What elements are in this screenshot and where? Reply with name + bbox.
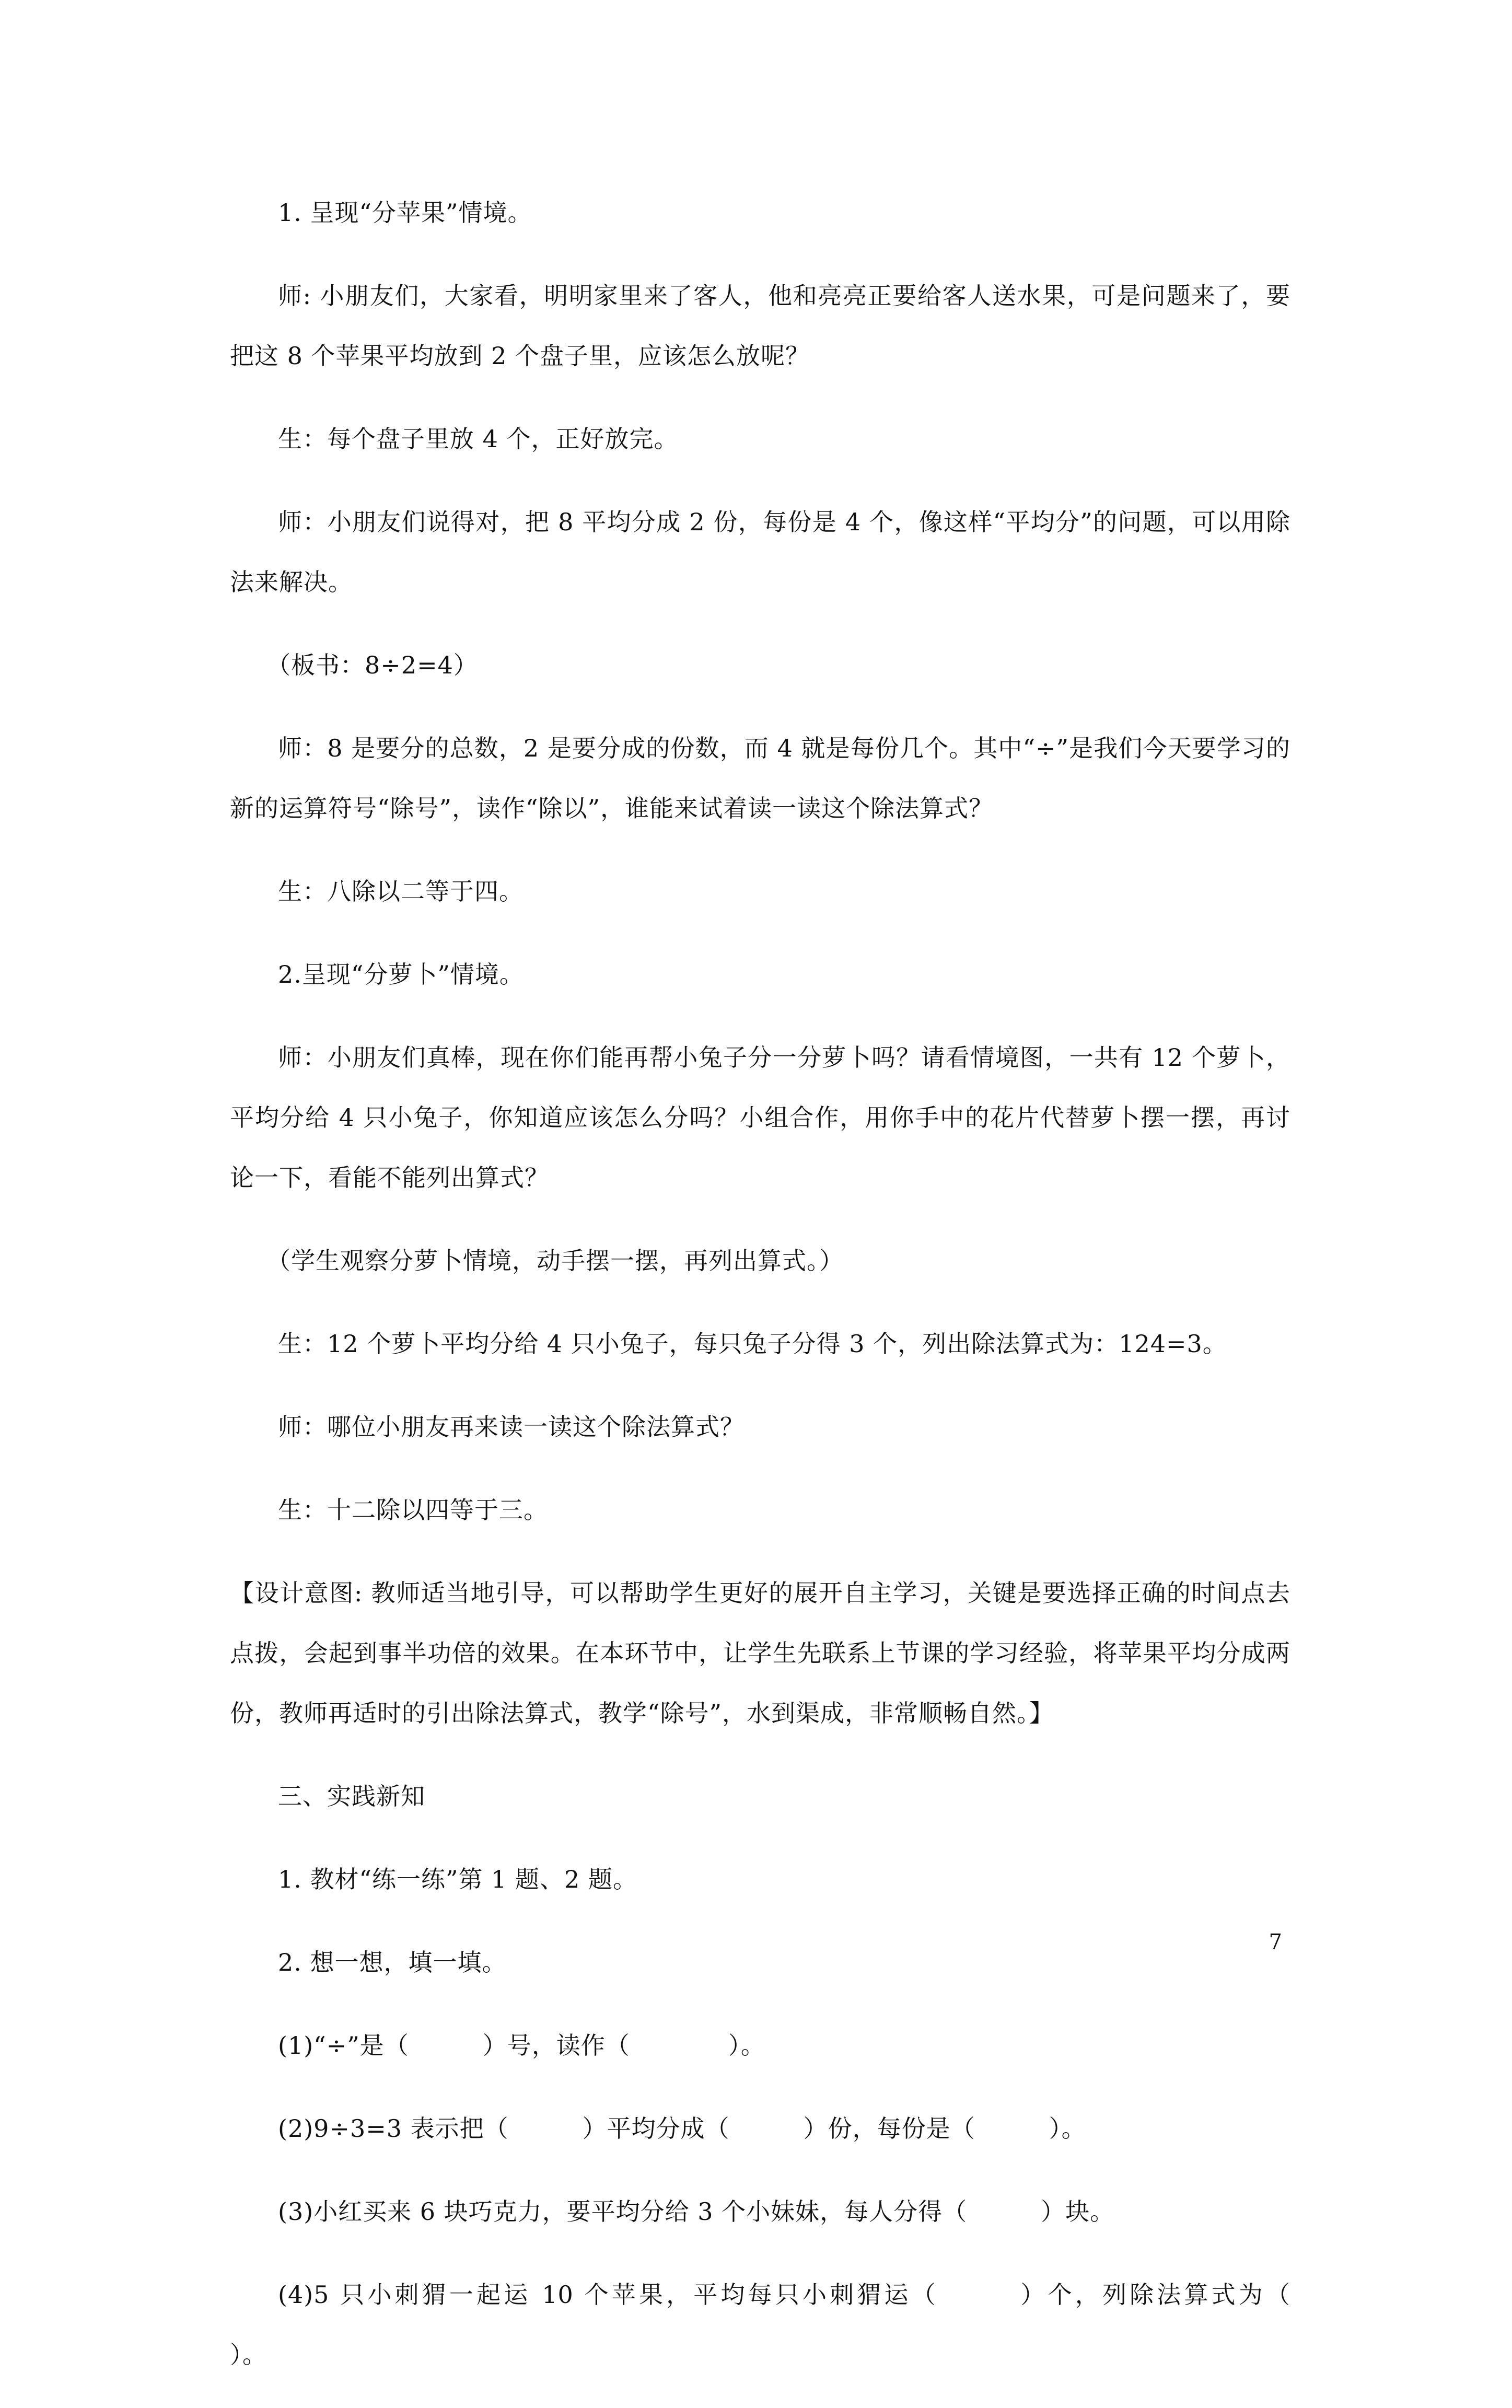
paragraph-teacher-average: 师：小朋友们说得对，把 8 平均分成 2 份，每份是 4 个，像这样“平均分”的问题，可以用除法来解决。 xyxy=(230,508,1290,596)
paragraph-section-3-heading: 三、实践新知 xyxy=(278,1782,425,1810)
paragraph-question-2: (2)9÷3=3 表示把（ ）平均分成（ ）份，每份是（ ）。 xyxy=(278,2114,1086,2143)
paragraph-question-4: (4)5 只小刺猬一起运 10 个苹果，平均每只小刺猬运（ ）个，列除法算式为（ ）。 xyxy=(230,2281,1438,2369)
page-number: 7 xyxy=(1269,1930,1282,1954)
paragraph-question-3: (3)小红买来 6 块巧克力，要平均分给 3 个小妹妹，每人分得（ ）块。 xyxy=(278,2197,1115,2226)
paragraph-design-intent: 【设计意图: 教师适当地引导，可以帮助学生更好的展开自主学习，关键是要选择正确的时间点去点拨，会起到事半功倍的效果。在本环节中，让学生先联系上节课的学习经验，将苹果平均分成两份，教师再适时的引出除法算式，教学“除号”，水到渠成，非常顺畅自然。】 xyxy=(230,1579,1290,1727)
paragraph-teacher-apples: 师: 小朋友们，大家看，明明家里来了客人，他和亮亮正要给客人送水果，可是问题来了，要把这 8 个苹果平均放到 2 个盘子里，应该怎么放呢？ xyxy=(230,282,1290,370)
paragraph-student-answer-2: 生：八除以二等于四。 xyxy=(278,877,524,905)
paragraph-section-1-title: 1. 呈现“分苹果”情境。 xyxy=(278,199,532,227)
paragraph-teacher-division-sign: 师：8 是要分的总数，2 是要分成的份数，而 4 就是每份几个。其中“÷”是我们今天要学习的新的运算符号“除号”，读作“除以”，谁能来试着读一读这个除法算式？ xyxy=(230,734,1290,822)
paragraph-question-1: (1)“÷”是（ ）号，读作（ ）。 xyxy=(278,2031,765,2060)
paragraph-teacher-carrots: 师：小朋友们真棒，现在你们能再帮小兔子分一分萝卜吗？请看情境图，一共有 12 个萝卜，平均分给 4 只小兔子，你知道应该怎么分吗？小组合作，用你手中的花片代替萝卜摆一摆，再讨论一下，看能不能列出算式？ xyxy=(230,1043,1290,1192)
paragraph-student-activity: （学生观察分萝卜情境，动手摆一摆，再列出算式。） xyxy=(266,1247,844,1275)
document-body xyxy=(230,183,1438,2408)
paragraph-student-answer-1: 生：每个盘子里放 4 个，正好放完。 xyxy=(278,425,679,453)
paragraph-student-answer-3: 生：十二除以四等于三。 xyxy=(278,1496,548,1524)
paragraph-exercise-2: 2. 想一想，填一填。 xyxy=(278,1948,507,1976)
paragraph-blackboard-note: （板书：8÷2=4） xyxy=(266,651,478,679)
paragraph-exercise-1: 1. 教材“练一练”第 1 题、2 题。 xyxy=(278,1865,637,1893)
paragraph-student-equation: 生：12 个萝卜平均分给 4 只小兔子，每只兔子分得 3 个，列出除法算式为：124=3。 xyxy=(278,1330,1227,1358)
paragraph-teacher-read: 师：哪位小朋友再来读一读这个除法算式？ xyxy=(278,1413,745,1441)
paragraph-section-2-title: 2.呈现“分萝卜”情境。 xyxy=(278,960,524,988)
